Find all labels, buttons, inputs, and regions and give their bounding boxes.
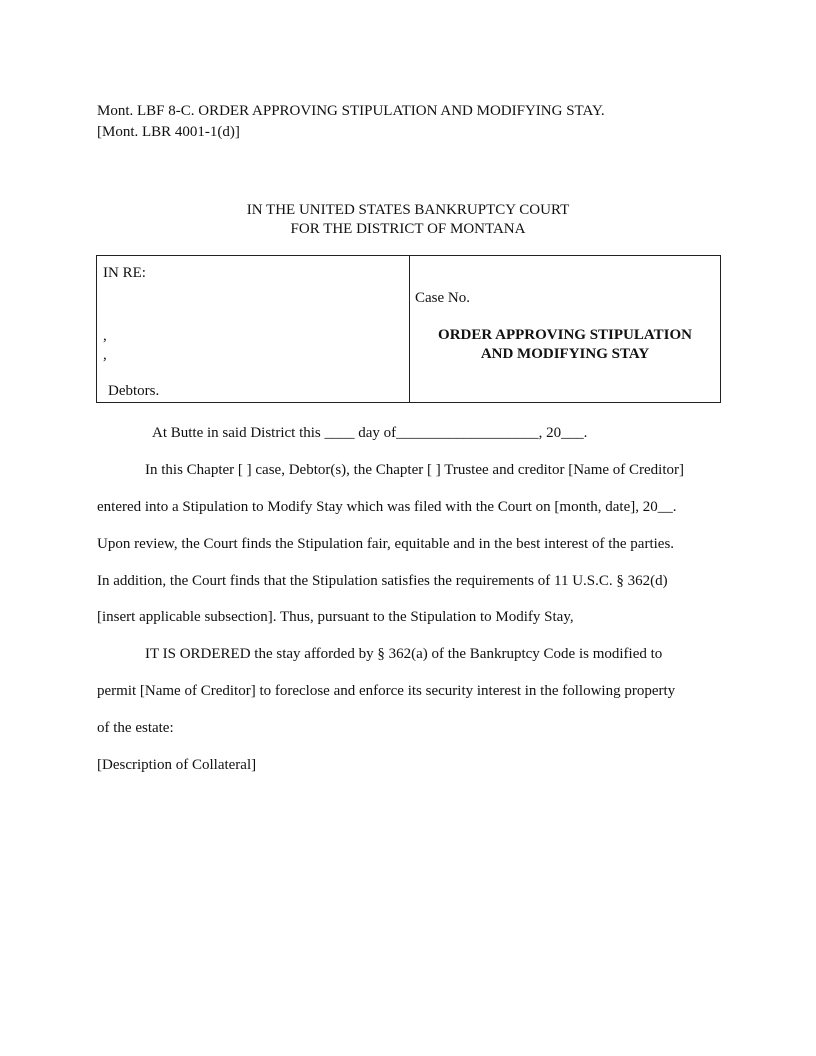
order-title-line-2: AND MODIFYING STAY: [480, 346, 650, 362]
dateline: At Butte in said District this ____ day of___________________, 20___.: [152, 425, 588, 441]
order-title-line-1: ORDER APPROVING STIPULATION: [438, 327, 692, 343]
collateral-description: [Description of Collateral]: [97, 757, 257, 773]
in-re-label: IN RE:: [103, 265, 146, 281]
paragraph-2-line-3: of the estate:: [97, 720, 174, 736]
paragraph-2-line-2: permit [Name of Creditor] to foreclose and enforce its security interest in the following property: [97, 683, 676, 699]
paragraph-1-line-3: Upon review, the Court finds the Stipulation fair, equitable and in the best interest of the parties.: [97, 536, 675, 552]
court-name: IN THE UNITED STATES BANKRUPTCY COURT: [246, 202, 570, 218]
form-identifier: [97, 101, 605, 143]
debtor-name-line-2: ,: [103, 347, 107, 363]
court-district: FOR THE DISTRICT OF MONTANA: [290, 221, 526, 237]
paragraph-1-line-2: entered into a Stipulation to Modify Stay which was filed with the Court on [month, date], 20__.: [97, 499, 677, 515]
form-rule-reference: [Mont. LBR 4001-1(d)]: [97, 124, 240, 140]
paragraph-2-line-1: IT IS ORDERED the stay afforded by § 362(a) of the Bankruptcy Code is modified to: [145, 646, 663, 662]
case-number-label: Case No.: [415, 290, 470, 306]
debtors-label: Debtors.: [108, 383, 160, 399]
case-caption-box: [96, 255, 721, 403]
debtor-name-line-1: ,: [103, 328, 107, 344]
caption-case-info: [410, 256, 720, 402]
form-title-line: Mont. LBF 8-C. ORDER APPROVING STIPULATION AND MODIFYING STAY.: [97, 103, 605, 119]
paragraph-1-line-5: [insert applicable subsection]. Thus, pursuant to the Stipulation to Modify Stay,: [97, 609, 574, 625]
order-title: [410, 326, 720, 364]
paragraph-1-line-1: In this Chapter [ ] case, Debtor(s), the Chapter [ ] Trustee and creditor [Name of Creditor]: [145, 462, 684, 478]
court-heading: [0, 201, 816, 239]
paragraph-1-line-4: In addition, the Court finds that the Stipulation satisfies the requirements of 11 U.S.C. § 362(d): [97, 573, 668, 589]
